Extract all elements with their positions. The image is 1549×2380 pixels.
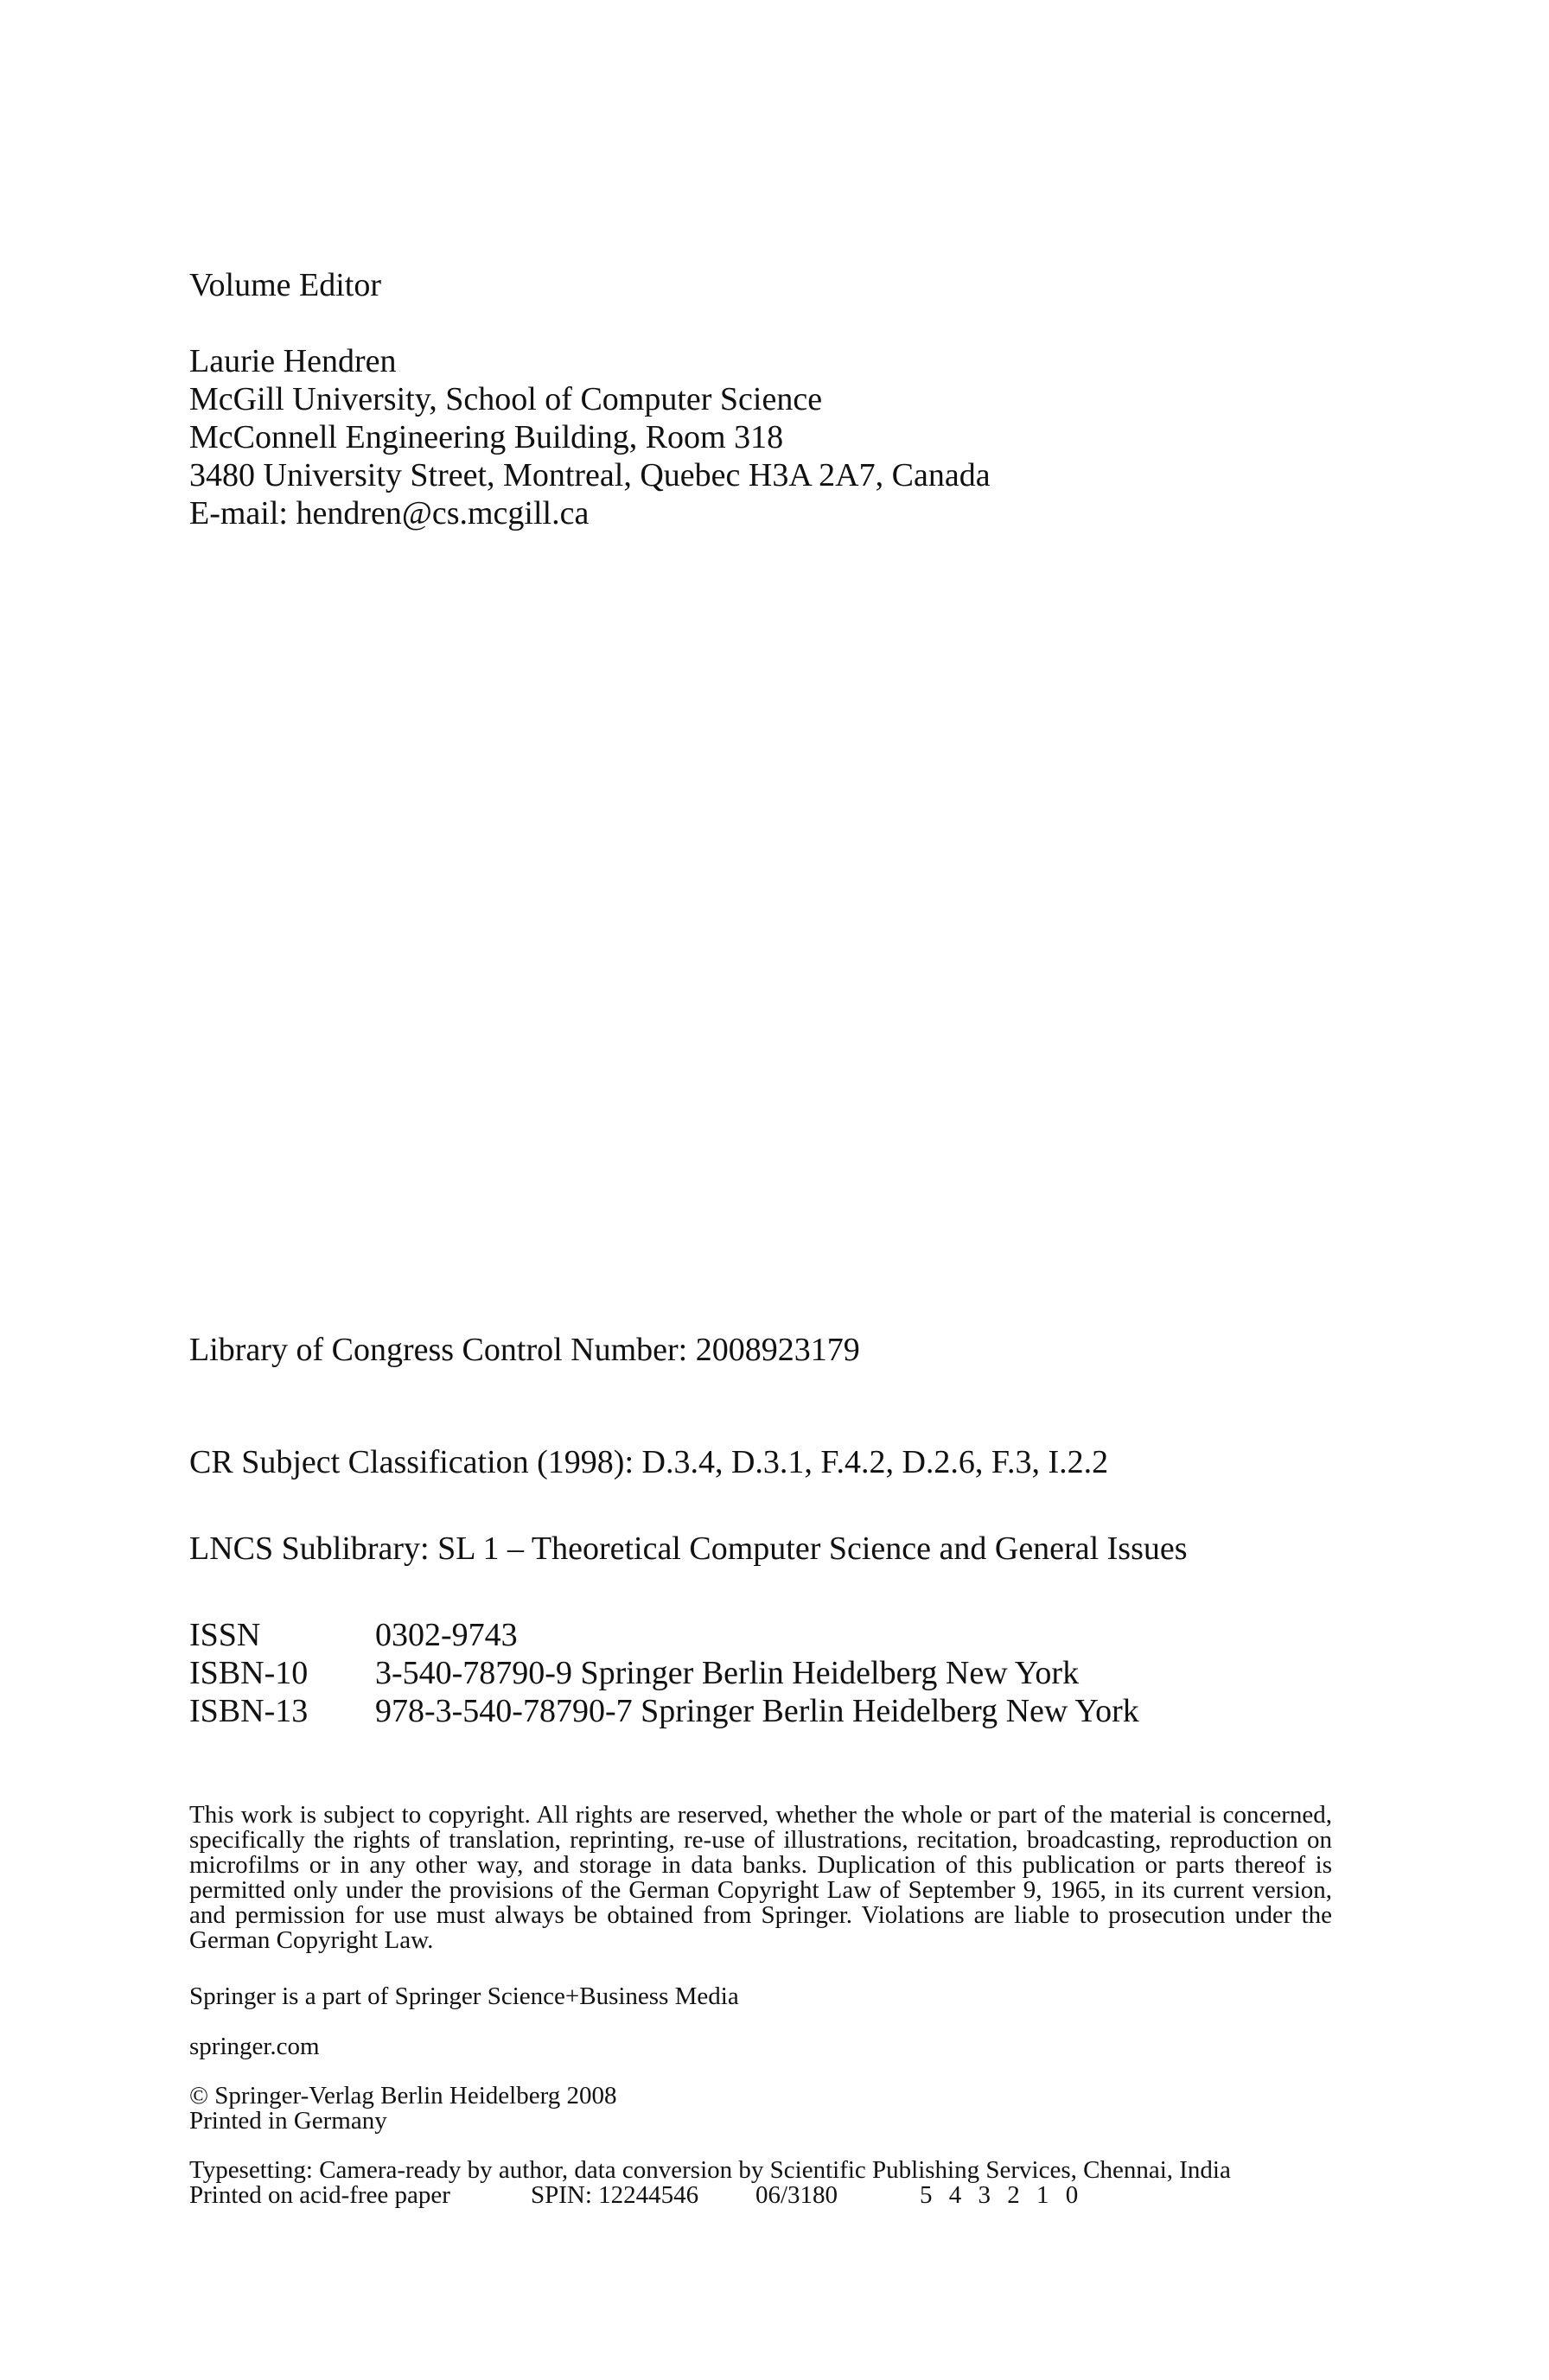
identifier-label: ISBN-10 xyxy=(189,1655,309,1691)
identifier-row-isbn13 xyxy=(189,1692,1139,1730)
editor-address xyxy=(189,342,991,532)
lncs-sublibrary-text: LNCS Sublibrary: SL 1 – Theoretical Computer Science and General Issues xyxy=(189,1530,1188,1567)
editor-email: E-mail: hendren@cs.mcgill.ca xyxy=(189,495,590,531)
typesetting-block xyxy=(189,2158,1231,2208)
editor-building: McConnell Engineering Building, Room 318 xyxy=(189,419,784,455)
paper-note: Printed on acid-free paper xyxy=(189,2181,450,2209)
print-code: 06/3180 xyxy=(755,2181,838,2209)
spin-row xyxy=(189,2183,1231,2208)
identifier-label: ISBN-13 xyxy=(189,1693,309,1729)
cr-classification-text: CR Subject Classification (1998): D.3.4, D.3.1, F.4.2, D.2.6, F.3, I.2.2 xyxy=(189,1444,1109,1480)
copyright-notice: This work is subject to copyright. All rights are reserved, whether the whole or part of the material is concerned, specifically the rights of translation, reprinting, re-use of illustrations, recitation, broadcasting, reproduction on microfilms or in any other way, and storage in data banks. Duplication of this publication or parts thereof is permitted only under the provisions of the German Copyright Law of September 9, 1965, in its current version, and permission for use must always be obtained from Springer. Violations are liable to prosecution under the German Copyright Law. xyxy=(189,1801,1332,1954)
typesetting-line: Typesetting: Camera-ready by author, data conversion by Scientific Publishing Services, Chennai, India xyxy=(189,2156,1231,2184)
identifier-value: 0302-9743 xyxy=(375,1617,518,1653)
identifier-value: 3-540-78790-9 Springer Berlin Heidelberg New York xyxy=(375,1655,1080,1691)
editor-street: 3480 University Street, Montreal, Quebec H3A 2A7, Canada xyxy=(189,457,991,493)
loc-control-text: Library of Congress Control Number: 2008923179 xyxy=(189,1332,860,1368)
lncs-sublibrary xyxy=(189,1530,1188,1568)
identifier-table xyxy=(189,1616,1139,1730)
editor-name: Laurie Hendren xyxy=(189,343,397,379)
volume-editor-heading-text: Volume Editor xyxy=(189,267,382,303)
loc-control-number xyxy=(189,1331,860,1369)
copyright-line: © Springer-Verlag Berlin Heidelberg 2008 xyxy=(189,2082,617,2110)
printed-in: Printed in Germany xyxy=(189,2107,387,2135)
identifier-label: ISSN xyxy=(189,1617,261,1653)
identifier-value: 978-3-540-78790-7 Springer Berlin Heidelberg New York xyxy=(375,1693,1139,1729)
editor-affiliation: McGill University, School of Computer Science xyxy=(189,381,823,417)
springer-part-text: Springer is a part of Springer Science+Business Media xyxy=(189,1982,739,2010)
cr-classification xyxy=(189,1443,1108,1481)
print-run: 5 4 3 2 1 0 xyxy=(920,2181,1084,2209)
volume-editor-heading xyxy=(189,266,381,304)
copyright-line-block xyxy=(189,2084,616,2134)
springer-url-text: springer.com xyxy=(189,2033,320,2060)
identifier-row-issn xyxy=(189,1616,1139,1654)
spin-number: SPIN: 12244546 xyxy=(531,2181,699,2209)
identifier-row-isbn10 xyxy=(189,1654,1139,1692)
springer-part-line xyxy=(189,1984,739,2009)
springer-url xyxy=(189,2034,320,2059)
